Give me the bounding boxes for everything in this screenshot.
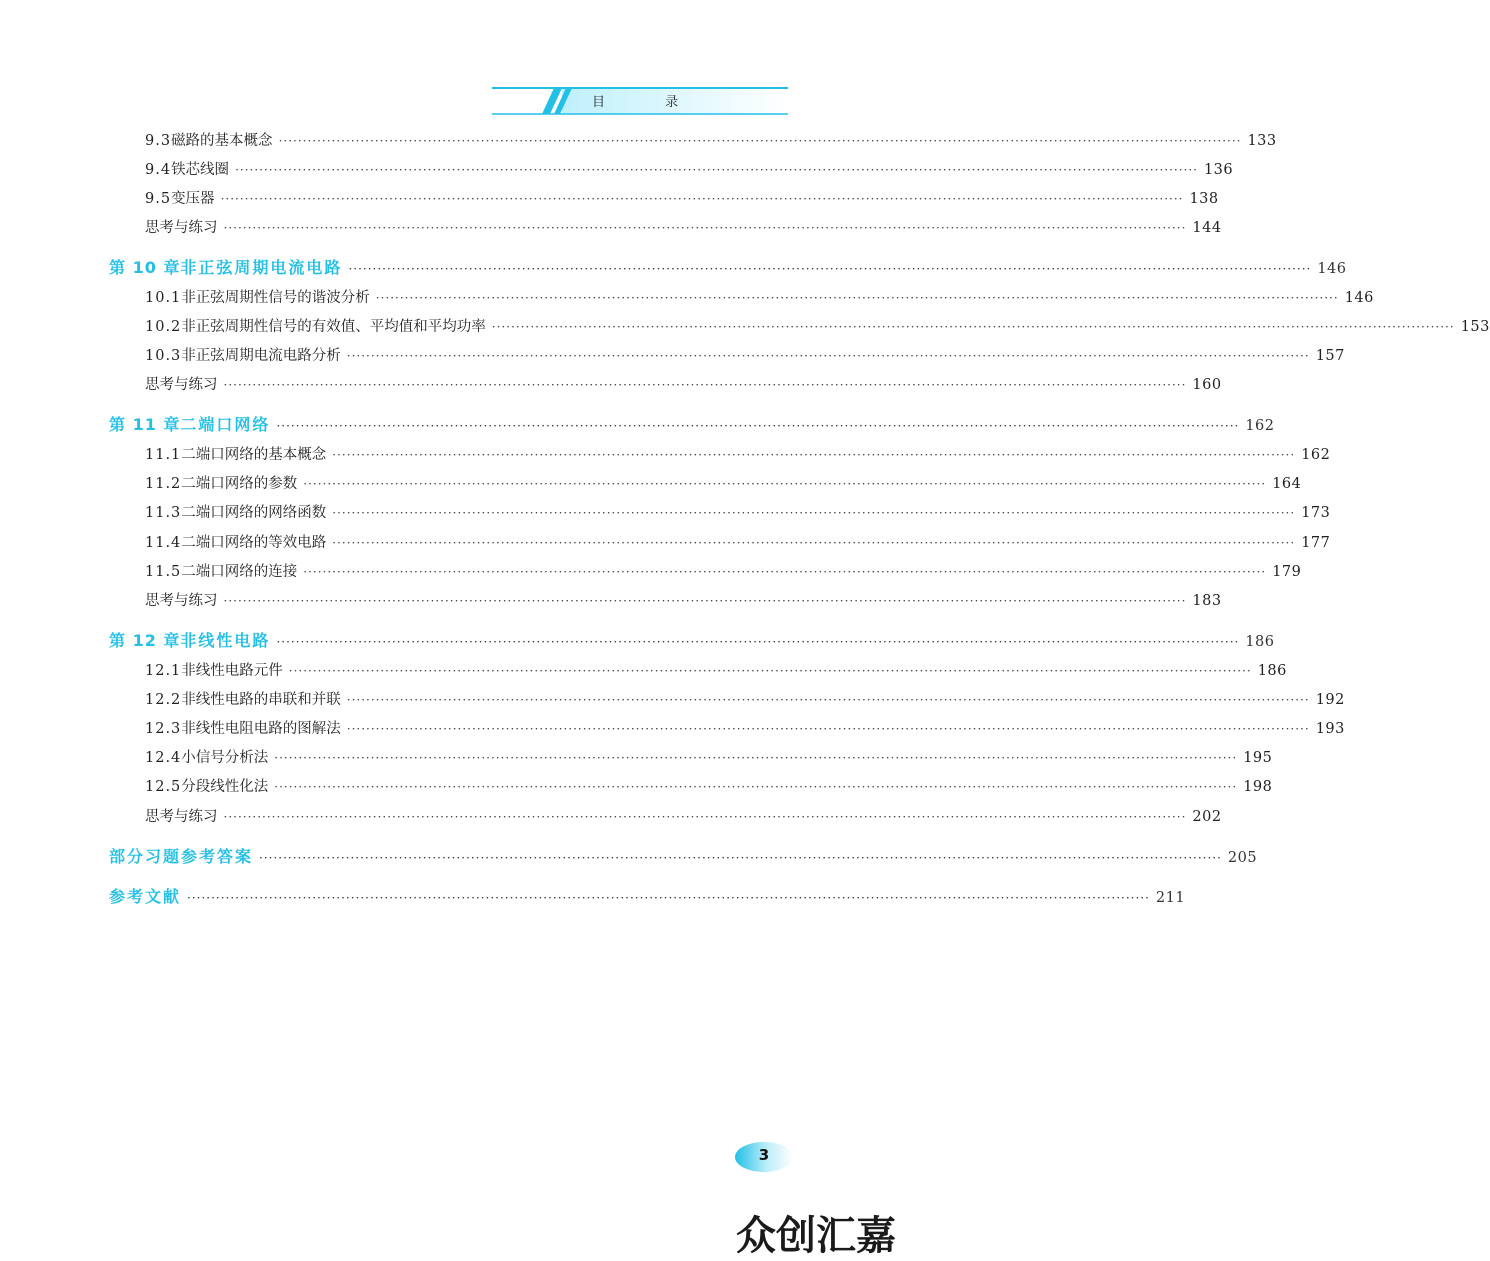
toc-page-number: 164 [1272, 476, 1302, 492]
toc-title: 非正弦周期性信号的谐波分析 [181, 290, 370, 306]
toc-number: 12.5 [145, 779, 182, 795]
toc-title: 思考与练习 [145, 220, 218, 236]
toc-title: 参考文献 [109, 887, 182, 906]
toc-page-number: 211 [1155, 890, 1186, 906]
toc-section-row[interactable] [145, 502, 1331, 524]
page-number: 3 [758, 1146, 770, 1164]
toc-section-row[interactable] [145, 159, 1234, 181]
toc-number: 9.3 [145, 133, 172, 149]
toc-number: 12.2 [145, 692, 182, 708]
toc-page-number: 192 [1315, 692, 1345, 708]
toc-page-number: 205 [1227, 850, 1258, 866]
dot-leader: ········································································································································································································ [346, 349, 1310, 363]
dot-leader: ········································································································································································································ [346, 722, 1310, 736]
toc-number: 第 10 章 [109, 258, 181, 277]
toc-title: 分段线性化法 [181, 779, 269, 795]
toc-section-row[interactable] [145, 776, 1273, 798]
dot-leader: ········································································································································································································ [332, 506, 1296, 520]
toc-title: 非正弦周期性信号的有效值、平均值和平均功率 [181, 319, 486, 335]
toc-chapter-row[interactable] [109, 414, 1275, 436]
dot-leader: ········································································································································································································ [223, 221, 1187, 235]
dot-leader: ········································································································································································································ [235, 163, 1198, 177]
toc-section-row[interactable] [145, 287, 1374, 309]
toc-section-row[interactable] [145, 747, 1273, 769]
toc-section-row[interactable] [145, 590, 1222, 612]
toc-title: 非正弦周期电流电路 [180, 258, 343, 277]
toc-title: 思考与练习 [145, 593, 218, 609]
toc-number: 12.4 [145, 750, 182, 766]
toc-page-number: 198 [1243, 779, 1273, 795]
toc-title: 二端口网络的基本概念 [181, 447, 327, 463]
toc-section-row[interactable] [145, 374, 1222, 396]
dot-leader: ········································································································································································································ [346, 693, 1310, 707]
toc-section-row[interactable] [145, 561, 1302, 583]
dot-leader: ········································································································································································································ [332, 536, 1296, 550]
toc-title: 铁芯线圈 [171, 162, 230, 178]
toc-title: 非线性电路元件 [181, 663, 283, 679]
toc-page-number: 153 [1460, 319, 1490, 335]
toc-number: 9.5 [145, 191, 172, 207]
toc-section-row[interactable] [145, 316, 1490, 338]
toc-page-number: 179 [1272, 564, 1302, 580]
dot-leader: ········································································································································································································ [276, 419, 1240, 433]
toc-title: 二端口网络的等效电路 [181, 535, 327, 551]
toc-chapter-row[interactable] [109, 630, 1275, 652]
dot-leader: ········································································································································································································ [303, 477, 1267, 491]
toc-number: 9.4 [145, 162, 172, 178]
toc-number: 12.3 [145, 721, 182, 737]
toc-title: 非线性电路的串联和并联 [181, 692, 341, 708]
toc-page-number: 183 [1192, 593, 1222, 609]
toc-page-number: 195 [1243, 750, 1273, 766]
toc-section-row[interactable] [145, 188, 1219, 210]
toc-title: 二端口网络的网络函数 [181, 505, 327, 521]
dot-leader: ········································································································································································································ [303, 565, 1267, 579]
toc-page-number: 146 [1344, 290, 1374, 306]
dot-leader: ········································································································································································································ [223, 810, 1187, 824]
toc-number: 第 12 章 [109, 631, 181, 650]
toc-page-number: 160 [1192, 377, 1222, 393]
toc-title: 二端口网络 [180, 415, 271, 434]
toc-number: 10.3 [145, 348, 182, 364]
toc-page-number: 138 [1189, 191, 1219, 207]
toc-section-row[interactable] [145, 444, 1331, 466]
toc-section-row[interactable] [145, 806, 1222, 828]
running-header [492, 84, 788, 116]
dot-leader: ········································································································································································································ [223, 378, 1187, 392]
dot-leader: ········································································································································································································ [274, 780, 1238, 794]
toc-section-row[interactable] [145, 345, 1345, 367]
toc-title: 二端口网络的参数 [181, 476, 298, 492]
toc-title: 思考与练习 [145, 809, 218, 825]
toc-title: 小信号分析法 [181, 750, 269, 766]
dot-leader: ········································································································································································································ [276, 635, 1240, 649]
toc-number: 11.1 [145, 447, 182, 463]
toc-page-number: 186 [1257, 663, 1287, 679]
toc-section-row[interactable] [145, 689, 1345, 711]
toc-section-row[interactable] [145, 217, 1222, 239]
dot-leader: ········································································································································································································ [332, 448, 1296, 462]
toc-page-number: 186 [1245, 634, 1275, 650]
toc-section-row[interactable] [145, 473, 1302, 495]
toc-number: 11.3 [145, 505, 182, 521]
toc-chapter-row[interactable] [109, 846, 1258, 868]
toc-number: 第 11 章 [109, 415, 181, 434]
toc-page-number: 133 [1247, 133, 1277, 149]
toc-title: 变压器 [171, 191, 215, 207]
toc-title: 二端口网络的连接 [181, 564, 298, 580]
toc-number: 10.2 [145, 319, 182, 335]
dot-leader: ········································································································································································································ [375, 291, 1339, 305]
toc-page-number: 136 [1203, 162, 1234, 178]
watermark-logo: 众创汇嘉 [736, 1213, 896, 1259]
dot-leader: ········································································································································································································ [223, 594, 1187, 608]
dot-leader: ········································································································································································································ [491, 320, 1455, 334]
toc-page-number: 173 [1301, 505, 1331, 521]
toc-title: 非正弦周期电流电路分析 [181, 348, 341, 364]
toc-page-number: 193 [1315, 721, 1345, 737]
toc-page-number: 157 [1315, 348, 1345, 364]
toc-number: 11.5 [145, 564, 182, 580]
toc-title: 部分习题参考答案 [109, 847, 254, 866]
toc-section-row[interactable] [145, 718, 1345, 740]
toc-number: 11.2 [145, 476, 182, 492]
toc-number: 12.1 [145, 663, 182, 679]
dot-leader: ········································································································································································································ [278, 134, 1242, 148]
toc-page-number: 162 [1301, 447, 1331, 463]
header-title: 目 录 [592, 95, 707, 110]
toc-chapter-row[interactable] [109, 257, 1347, 279]
toc-chapter-row[interactable] [109, 886, 1186, 908]
toc-title: 非线性电阻电路的图解法 [181, 721, 341, 737]
toc-page-number: 202 [1192, 809, 1222, 825]
dot-leader: ········································································································································································································ [288, 664, 1252, 678]
toc-page-number: 177 [1301, 535, 1331, 551]
toc-page-number: 162 [1245, 418, 1275, 434]
toc-section-row[interactable] [145, 532, 1331, 554]
toc-title: 思考与练习 [145, 377, 218, 393]
dot-leader: ········································································································································································································ [348, 262, 1312, 276]
dot-leader: ········································································································································································································ [274, 751, 1238, 765]
toc-title: 非线性电路 [180, 631, 271, 650]
toc-section-row[interactable] [145, 130, 1277, 152]
toc-title: 磁路的基本概念 [171, 133, 273, 149]
dot-leader: ········································································································································································································ [187, 891, 1150, 905]
toc-number: 11.4 [145, 535, 182, 551]
page-number-badge [734, 1140, 794, 1174]
toc-number: 10.1 [145, 290, 182, 306]
toc-section-row[interactable] [145, 660, 1287, 682]
toc-page-number: 144 [1192, 220, 1222, 236]
dot-leader: ········································································································································································································ [220, 192, 1184, 206]
toc-page-number: 146 [1317, 261, 1347, 277]
dot-leader: ········································································································································································································ [259, 851, 1222, 865]
